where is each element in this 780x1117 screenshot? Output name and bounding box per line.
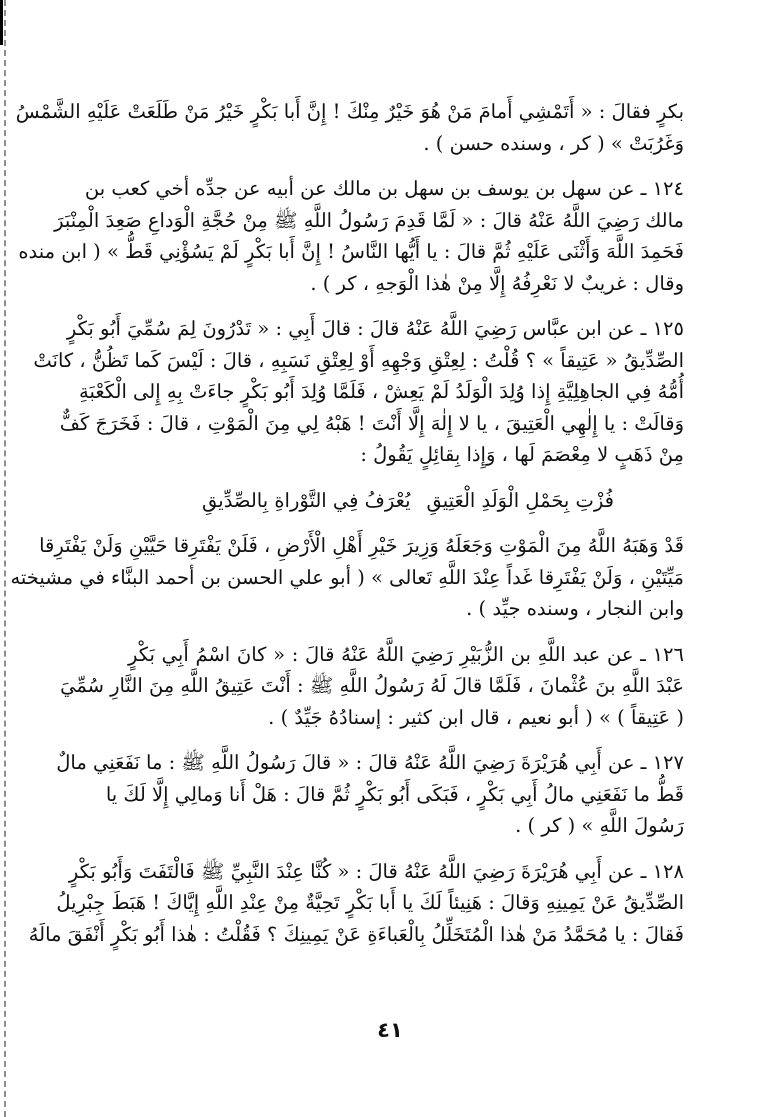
paragraph-hadith-126 xyxy=(60,639,684,734)
text-line: رَسُولَ اللَّهِ » ( كر ) . xyxy=(515,814,684,837)
text-line: ( عَتِيقاً ) » ( أبو نعيم ، قال ابن كثير : إسنادُهُ جَيِّدٌ ) . xyxy=(268,705,684,729)
text-line: وَقالَتْ : يا إِلٰهِي الْعَتِيقَ ، يا لا إِلٰهَ إِلَّا أَنْتَ ! هَبْهُ لِي مِنَ الْمَوْتِ ، قالَ : فَخَرَجَ كَفٌّ xyxy=(59,411,684,435)
text-line: الصِّدِّيقُ « عَتِيقاً » ؟ قُلْتُ : لِعِتْقِ وَجْهِهِ أَوْ لِعِتْقِ نَسَبِهِ ، قالَ : لَيْسَ كَما تَظُنُّ ، كانَتْ xyxy=(33,348,684,372)
text-line: ١٢٧ ـ عن أَبِي هُرَيْرَةَ رَضِيَ اللَّهُ عَنْهُ قالَ : « قالَ رَسُولُ اللَّهِ ﷺ : ما نَفَعَنِي مالٌ xyxy=(56,751,684,774)
paragraph-hadith-124 xyxy=(18,173,684,299)
text-line: قَطُّ ما نَفَعَنِي مالُ أَبِي بَكْرٍ ، فَبَكَى أَبُو بَكْرٍ ثُمَّ قالَ : هَلْ أَنا وَمالِي إِلَّا لَكَ يا xyxy=(105,782,684,806)
paragraph-continuation xyxy=(15,96,684,159)
binding-mark xyxy=(0,0,3,45)
paragraph-hadith-125-continued xyxy=(10,530,684,625)
paragraph-hadith-125 xyxy=(33,313,684,471)
text-line: بكرٍ فقالَ : « أَتَمْشِي أَمامَ مَنْ هُوَ خَيْرٌ مِنْكَ ! إِنَّ أَبا بَكْرٍ خَيْرُ مَنْ طَلَعَتْ عَلَيْهِ الشَّمْسُ xyxy=(15,100,684,123)
binding-edge xyxy=(4,0,6,1117)
text-line: فَقالَ : يا مُحَمَّدُ مَنْ هٰذا الْمُتَخَلِّلُ بِالْعَباءَةِ عَنْ يَمِينِكَ ؟ فَقُلْتُ : هٰذا أَبُو بَكْرٍ أَنْفَقَ مالَهُ xyxy=(28,922,684,946)
text-line: عَبْدَ اللَّهِ بنَ عُثْمانَ ، فَلَمَّا قالَ لَهُ رَسُولُ اللَّهِ ﷺ : أَنْتَ عَتِيقُ اللَّهِ مِنَ النَّارِ سُمِّيَ xyxy=(60,674,684,697)
text-line: الصِّدِّيقُ عَنْ يَمِينِهِ وَقالَ : هَنِيئاً لَكَ يا أَبا بَكْرٍ تَحِيَّةٌ مِنْ عِنْدِ اللَّهِ إِيَّاكَ ! هَبَطَ جِبْرِيلُ xyxy=(56,891,684,914)
text-line: مَيِّتَيْنِ ، وَلَنْ يَفْتَرِقا غَداً عِنْدَ اللَّهِ تَعالى » ( أبو علي الحسن بن أحمد البنَّاء في مشيخته xyxy=(10,565,684,589)
page-text xyxy=(10,96,684,964)
text-line: وابن النجار ، وسنده جيِّد ) . xyxy=(466,597,684,620)
poem-hemistich-second: يُعْرَفُ فِي التَّوْراةِ بِالصِّدِّيقِ xyxy=(202,488,411,512)
text-line: فَحَمِدَ اللَّهَ وَأَثْنَى عَلَيْهِ ثُمَّ قالَ : يا أَيُّها النَّاسُ ! إِنَّ أَبا بَكْرٍ لَمْ يَسُؤْنِي قَطُّ » ( ابن منده xyxy=(18,240,684,263)
text-line: قَدْ وَهَبَهُ اللَّهُ مِنَ الْمَوْتِ وَجَعَلَهُ وَزِيرَ خَيْرِ أَهْلِ الْأَرْضِ ، فَلَنْ يَفْتَرِقا حَيَّيْنِ وَلَنْ يَفْتَرِقا xyxy=(39,534,684,557)
text-line: ١٢٦ ـ عن عبد اللَّهِ بن الزُّبَيْرِ رَضِيَ اللَّهُ عَنْهُ قالَ : « كانَ اسْمُ أَبِي بَكْرٍ xyxy=(128,642,684,666)
poem-verse xyxy=(128,485,684,517)
poem-hemistich-first: فُزْتِ بِحَمْلِ الْوَلَدِ الْعَتِيقِ xyxy=(426,488,614,512)
text-line: ١٢٤ ـ عن سهل بن يوسف بن سهل بن مالك عن أبيه عن جدِّه أخي كعب بن xyxy=(84,177,684,200)
paragraph-hadith-127 xyxy=(56,747,684,842)
page-number: ٤١ xyxy=(377,1018,403,1042)
paragraph-hadith-128 xyxy=(28,856,684,951)
text-line: ١٢٥ ـ عن ابن عبَّاس رَضِيَ اللَّهُ عَنْهُ قالَ : قالَ أَبِي : « تَدْرُونَ لِمَ سُمِّيَ أَبُو بَكْرٍ xyxy=(66,317,684,340)
text-line: مالك رَضِيَ اللَّهُ عَنْهُ قالَ : « لَمَّا قَدِمَ رَسُولُ اللَّهِ ﷺ مِنْ حُجَّةِ الْوَداعِ صَعِدَ الْمِنْبَرَ xyxy=(54,208,684,232)
text-line: مِنْ ذَهَبٍ لا مِعْصَمَ لَها ، وَإِذا بِقائِلٍ يَقُولُ : xyxy=(360,443,684,466)
text-line: وَغَرُبَتْ » ( كر ، وسنده حسن ) . xyxy=(423,131,684,155)
text-line: ١٢٨ ـ عن أَبِي هُرَيْرَةَ رَضِيَ اللَّهُ عَنْهُ قالَ : « كُنَّا عِنْدَ النَّبِيِّ ﷺ فَالْتَفَتَ وَأَبُو بَكْرٍ xyxy=(68,859,684,883)
text-line: وقال : غريبٌ لا نَعْرِفُهُ إِلَّا مِنْ هٰذا الْوَجهِ ، كر ) . xyxy=(310,271,684,295)
text-line: أُمُّهُ فِي الجاهِلِيَّةِ إِذا وُلِدَ الْوَلَدُ لَمْ يَعِشْ ، فَلَمَّا وُلِدَ أَبُو بَكْرٍ جاءَتْ بِهِ إِلى الْكَعْبَةِ xyxy=(78,380,684,403)
